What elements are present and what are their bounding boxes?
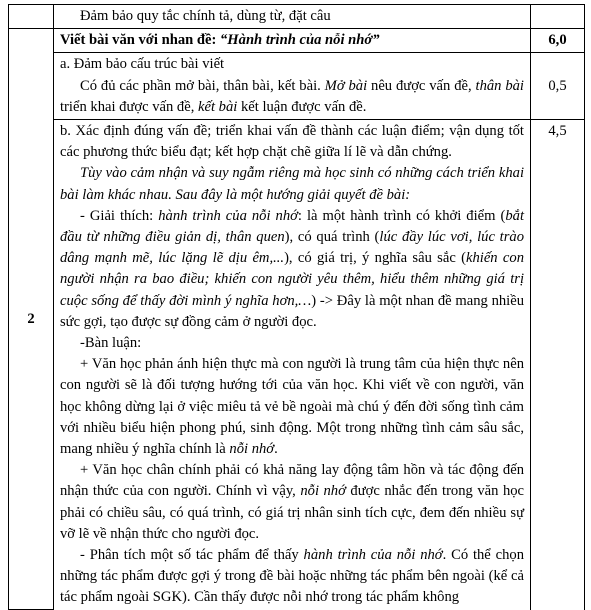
- content-heading: b. Xác định đúng vấn đề; triển khai vấn đề thành các luận điểm; vận dụng tốt các phương thức biểu đạt; kết hợp chặt chẽ giữa lí lẽ và dẫn chứng.: [60, 123, 524, 161]
- content-note: Tùy vào cảm nhận và suy ngẫm riêng mà học sinh có những cách triển khai bài làm khác nhau. Sau đây là một hướng giải quyết đề bài:: [60, 165, 524, 203]
- rubric-row-structure: [9, 53, 585, 120]
- question-number: 2: [9, 29, 54, 610]
- discussion-point-1: + Văn học phản ánh hiện thực mà con người là trung tâm của hiện thực nên con người sẽ là đối tượng hướng tới của văn học. Khi viết về con người, văn học không dừng lại ở việc miêu tả vẻ bề ngoài mà chú ý đến đời sống tình cảm với nhiều biểu hiện phong phú, sinh động. Một trong những tình cảm sâu sắc, mang nhiều ý nghĩa chính là nỗi nhớ.: [60, 356, 524, 458]
- discussion-heading: -Bàn luận:: [80, 335, 142, 352]
- rubric-points-cell-empty: [531, 5, 585, 29]
- analysis-point: - Phân tích một số tác phẩm để thấy hành trình của nỗi nhớ. Có thể chọn những tác phẩm được gợi ý trong đề bài hoặc những tác phẩm bên ngoài (kể cả tác phẩm ngoài SGK). Cần thấy được nỗi nhớ trong tác phẩm không: [60, 547, 525, 606]
- rubric-row-section-title: [9, 29, 585, 53]
- content-criterion: [54, 120, 531, 610]
- section-title: Viết bài văn với nhan đề: “Hành trình của nỗi nhớ”: [54, 29, 531, 53]
- rubric-row-spelling: [9, 5, 585, 29]
- structure-points: 0,5: [531, 53, 585, 120]
- rubric-number-cell-empty: [9, 5, 54, 29]
- section-title-points: 6,0: [531, 29, 585, 53]
- spelling-criterion: Đảm bảo quy tắc chính tả, dùng từ, đặt câu: [54, 5, 531, 29]
- structure-heading: a. Đảm bảo cấu trúc bài viết: [60, 56, 225, 73]
- structure-description: Có đủ các phần mở bài, thân bài, kết bài. Mở bài nêu được vấn đề, thân bài triển khai được vấn đề, kết bài kết luận được vấn đề.: [60, 77, 524, 115]
- discussion-point-2: + Văn học chân chính phải có khả năng lay động tâm hồn và tác động đến nhận thức của con người. Chính vì vậy, nỗi nhớ được nhắc đến trong văn học phải có chiều sâu, có quá trình, có giá trị nhân sinh tích cực, đem đến nhiều sự vỡ lẽ về nhận thức cho người đọc.: [60, 462, 525, 542]
- rubric-row-content: [9, 120, 585, 610]
- content-points: 4,5: [531, 120, 585, 610]
- content-explanation: - Giải thích: hành trình của nỗi nhớ: là một hành trình có khởi điểm (bắt đầu từ những điều giản dị, thân quen), có quá trình (lúc đầy lúc vơi, lúc trào dâng mạnh mẽ, lúc lặng lẽ dịu êm,...), có giá trị, ý nghĩa sâu sắc (khiến con người nhận ra bao điều; khiến con người yêu thêm, hiểu thêm những giá trị cuộc sống để thấy đời mình ý nghĩa hơn,…) -> Đây là một nhan đề mang nhiều sức gợi, tạo được sự đồng cảm ở người đọc.: [60, 207, 524, 330]
- structure-criterion: [54, 53, 531, 120]
- grading-rubric-table: [8, 4, 585, 610]
